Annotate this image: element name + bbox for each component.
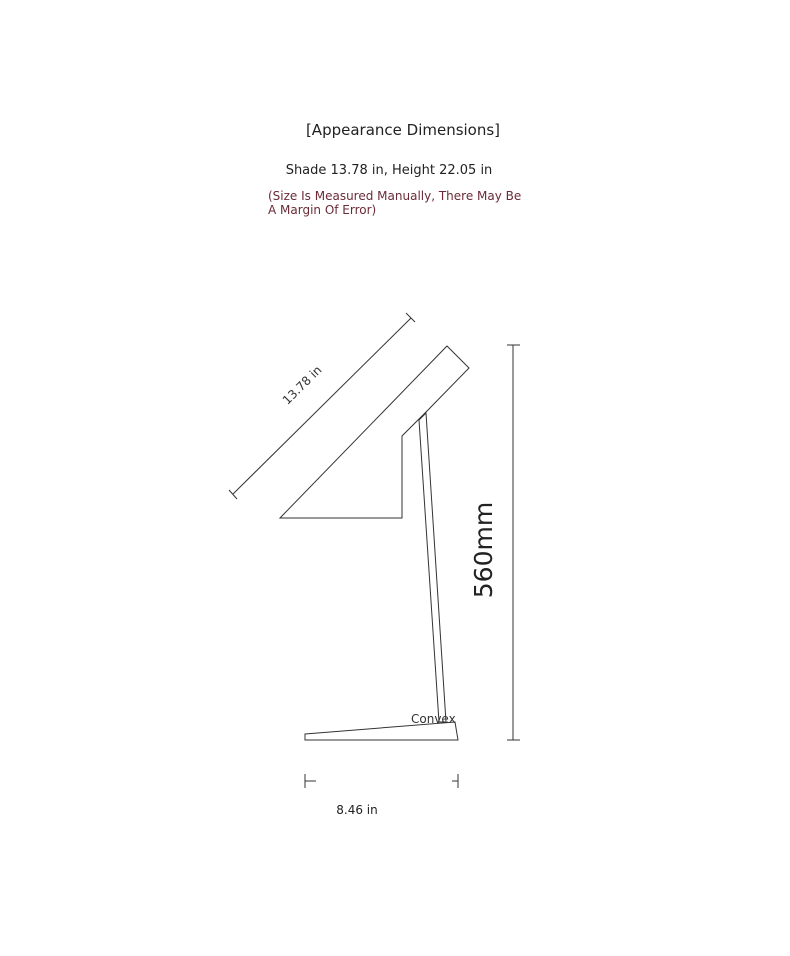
measurement-note: (Size Is Measured Manually, There May Be A Margin Of Error): [268, 189, 522, 217]
lamp-stem: [419, 413, 446, 722]
page-title: [Appearance Dimensions]: [305, 121, 501, 139]
shade-dimension-line: [233, 318, 411, 494]
shade-dimension-tick-end: [406, 313, 415, 322]
height-label: 560mm: [469, 501, 498, 599]
base-feature-label: Convex: [411, 712, 456, 726]
shade-length-label: 13.78 in: [279, 362, 325, 408]
base-width-label: 8.46 in: [336, 803, 378, 817]
dimensions-summary: Shade 13.78 in, Height 22.05 in: [285, 163, 493, 178]
